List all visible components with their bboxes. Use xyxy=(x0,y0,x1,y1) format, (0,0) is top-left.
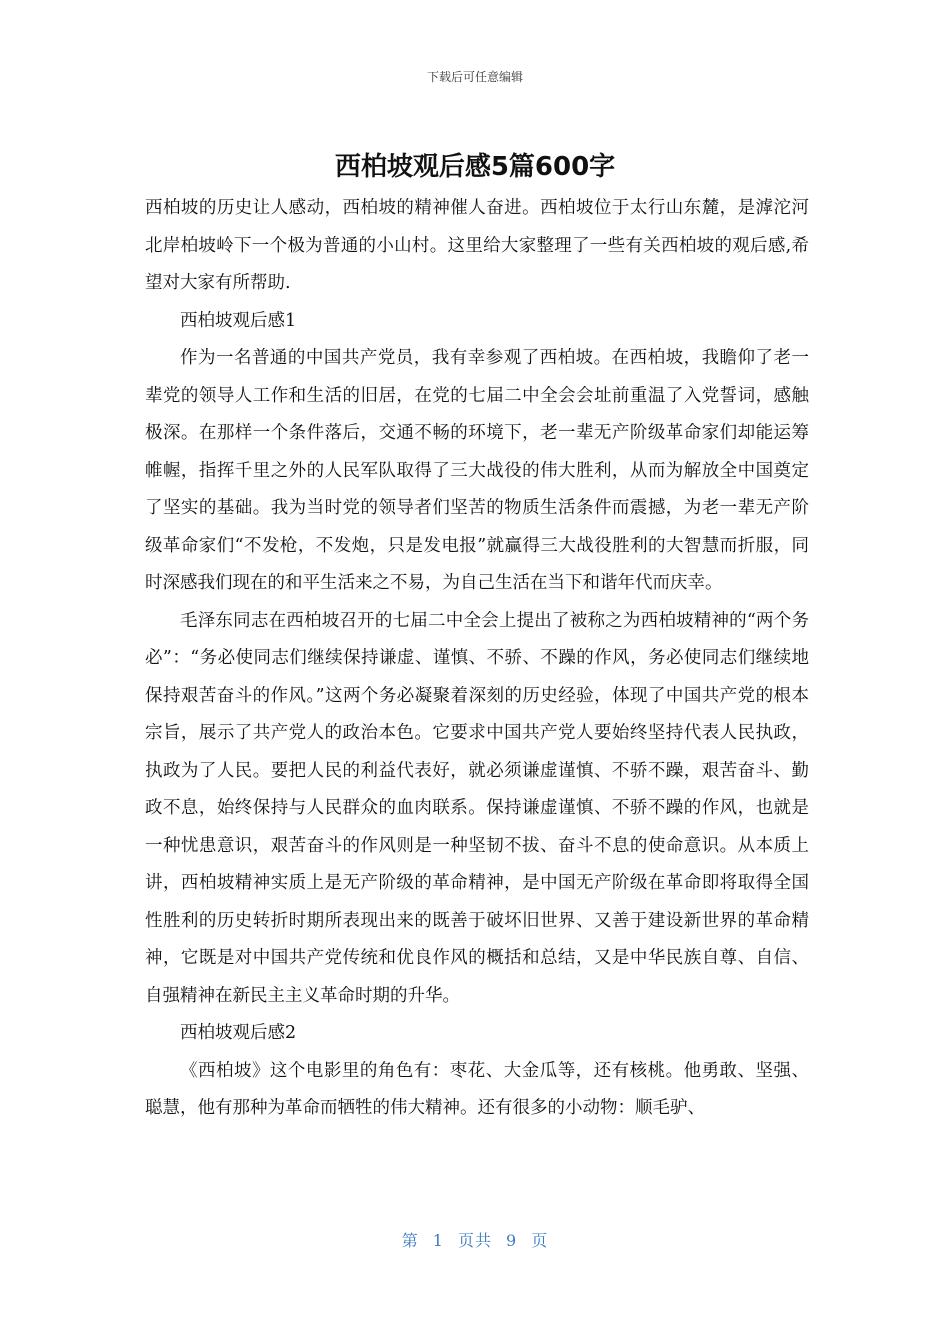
section-heading-2: 西柏坡观后感2 xyxy=(180,1023,297,1043)
total-pages-number: 9 xyxy=(506,1231,518,1250)
footer-middle: 页共 xyxy=(457,1231,492,1250)
section-1-paragraph-2: 毛泽东同志在西柏坡召开的七届二中全会上提出了被称之为西柏坡精神的“两个务必”：“务必使同志们继续保持谦虚、谨慎、不骄、不躁的作风，务必使同志们继续地保持艰苦奋斗的作风。”这两个务必凝聚着深刻的历史经验，体现了中国共产党的根本宗旨，展示了共产党人的政治本色。它要求中国共产党人要始终坚持代表人民执政，执政为了人民。要把人民的利益代表好，就必须谦虚谨慎、不骄不躁，艰苦奋斗、勤政不息，始终保持与人民群众的血肉联系。保持谦虚谨慎、不骄不躁的作风，也就是一种忧患意识，艰苦奋斗的作风则是一种坚韧不拔、奋斗不息的使命意识。从本质上讲，西柏坡精神实质上是无产阶级的革命精神，是中国无产阶级在革命即将取得全国性胜利的历史转折时期所表现出来的既善于破坏旧世界、又善于建设新世界的革命精神，它既是对中国共产党传统和优良作风的概括和总结，又是中华民族自尊、自信、自强精神在新民主主义革命时期的升华。 xyxy=(145,610,809,1006)
page-footer xyxy=(0,1228,950,1251)
document-title: 西柏坡观后感5篇600字 xyxy=(334,152,616,182)
header-note: 下载后可任意编辑 xyxy=(426,70,523,84)
section-1-paragraph-1: 作为一名普通的中国共产党员，我有幸参观了西柏坡。在西柏坡，我瞻仰了老一辈党的领导人工作和生活的旧居，在党的七届二中全会会址前重温了入党誓词，感触极深。在那样一个条件落后，交通不畅的环境下，老一辈无产阶级革命家们却能运筹帷幄，指挥千里之外的人民军队取得了三大战役的伟大胜利，从而为解放全中国奠定了坚实的基础。我为当时党的领导者们坚苦的物质生活条件而震撼，为老一辈无产阶级革命家们“不发枪，不发炮，只是发电报”就赢得三大战役胜利的大智慧而折服，同时深感我们现在的和平生活来之不易，为自己生活在当下和谐年代而庆幸。 xyxy=(145,348,809,593)
document-body xyxy=(145,190,809,1128)
section-2-paragraph-1: 《西柏坡》这个电影里的角色有：枣花、大金瓜等，还有核桃。他勇敢、坚强、聪慧，他有那种为革命而牺牲的伟大精神。还有很多的小动物：顺毛驴、 xyxy=(145,1060,809,1118)
footer-suffix: 页 xyxy=(531,1231,549,1250)
section-heading-1: 西柏坡观后感1 xyxy=(180,310,297,331)
intro-paragraph: 西柏坡的历史让人感动，西柏坡的精神催人奋进。西柏坡位于太行山东麓，是滹沱河北岸柏坡岭下一个极为普通的小山村。这里给大家整理了一些有关西柏坡的观后感,希望对大家有所帮助. xyxy=(145,198,809,293)
footer-prefix: 第 xyxy=(401,1231,419,1250)
current-page-number: 1 xyxy=(432,1231,444,1250)
